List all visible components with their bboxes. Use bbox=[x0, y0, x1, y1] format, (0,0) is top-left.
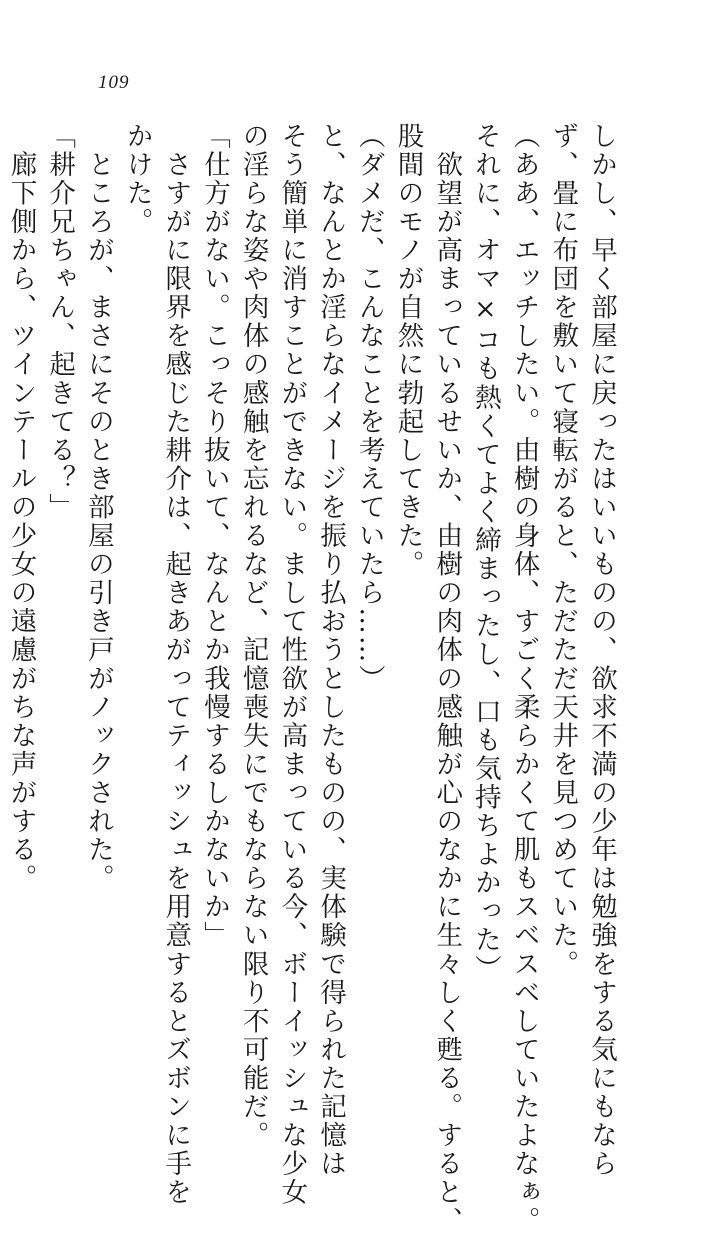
text-line: 欲望が高まっているせいか、由樹の肉体の感触が心のなかに生々しく甦る。すると、 bbox=[431, 122, 463, 1235]
text-line: しかし、早く部屋に戻ったはいいものの、欲求不満の少年は勉強をする気にもなら bbox=[586, 122, 617, 1179]
text-line: 廊下側から、ツインテールの少女の遠慮がちな声がする。 bbox=[5, 122, 37, 893]
text-line: （ダメだ、こんなことを考えていたら……） bbox=[353, 122, 385, 693]
text-line: 「仕方がない。こっそり抜いて、なんとか我慢するしかないか」 bbox=[198, 122, 230, 950]
page-number: 109 bbox=[98, 72, 130, 93]
text-line: ところが、まさにそのとき部屋の引き戸がノックされた。 bbox=[82, 122, 114, 893]
text-line: かけた。 bbox=[121, 122, 153, 237]
text-line: 股間のモノが自然に勃起してきた。 bbox=[392, 122, 424, 579]
text-line: それに、オマ×コも熱くてよく締まったし、口も気持ちよかった） bbox=[469, 122, 501, 983]
text-line: そう簡単に消すことができない。まして性欲が高まっている今、ボーイッシュな少女 bbox=[276, 122, 308, 1207]
text-line: 「耕介兄ちゃん、起きてる？」 bbox=[44, 122, 76, 522]
text-line: （ああ、エッチしたい。由樹の身体、すごく柔らかくて肌もスベスベしていたよなぁ。 bbox=[508, 122, 540, 1235]
vertical-text-body bbox=[0, 122, 620, 1235]
text-line: と、なんとか淫らなイメージを振り払おうとしたものの、実体験で得られた記憶は bbox=[315, 122, 347, 1179]
text-line: の淫らな姿や肉体の感触を忘れるなど、記憶喪失にでもならない限り不可能だ。 bbox=[237, 122, 269, 1150]
text-line: さすがに限界を感じた耕介は、起きあがってティッシュを用意するとズボンに手を bbox=[160, 122, 192, 1207]
text-line: ず、畳に布団を敷いて寝転がると、ただただ天井を見つめていた。 bbox=[547, 122, 579, 979]
